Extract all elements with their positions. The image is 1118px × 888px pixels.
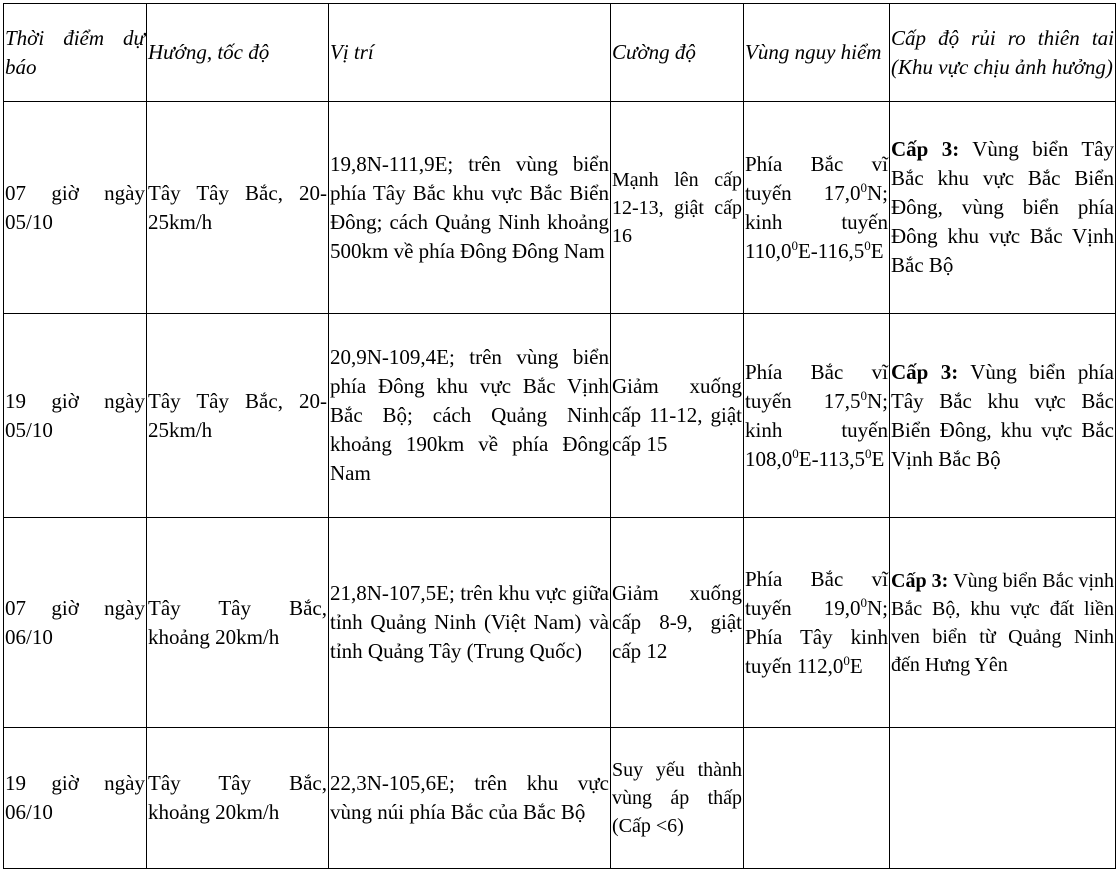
danger-text: N; Phía Tây kinh tuyến 112,0	[745, 595, 888, 678]
cell-intensity: Mạnh lên cấp 12-13, giật cấp 16	[611, 102, 744, 314]
cell-risk	[890, 102, 1116, 314]
cell-time: 19 giờ ngày 05/10	[4, 314, 147, 518]
cell-position: 22,3N-105,6E; trên khu vực vùng núi phía Bắc của Bắc Bộ	[329, 728, 611, 869]
cell-risk	[890, 314, 1116, 518]
cell-intensity: Giảm xuống cấp 11-12, giật cấp 15	[611, 314, 744, 518]
degree-sign: 0	[865, 445, 872, 461]
cell-position: 21,8N-107,5E; trên khu vực giữa tỉnh Quảng Ninh (Việt Nam) và tỉnh Quảng Tây (Trung Quốc)	[329, 518, 611, 728]
danger-text: E-113,5	[798, 446, 866, 471]
header-direction: Hướng, tốc độ	[147, 4, 329, 102]
cell-intensity: Suy yếu thành vùng áp thấp (Cấp <6)	[611, 728, 744, 869]
table-row	[4, 518, 1116, 728]
header-time: Thời điểm dự báo	[4, 4, 147, 102]
degree-sign: 0	[860, 179, 867, 195]
degree-sign: 0	[792, 445, 799, 461]
cell-position: 20,9N-109,4E; trên vùng biển phía Đông khu vực Bắc Vịnh Bắc Bộ; cách Quảng Ninh khoảng 190km về phía Đông Nam	[329, 314, 611, 518]
danger-text: Phía Bắc vĩ tuyến 17,0	[745, 151, 888, 205]
cell-time: 19 giờ ngày 06/10	[4, 728, 147, 869]
cell-risk	[890, 728, 1116, 869]
cell-danger-zone	[744, 728, 890, 869]
header-risk-level: Cấp độ rủi ro thiên tai (Khu vực chịu ảnh hưởng)	[890, 4, 1116, 102]
forecast-table	[3, 3, 1116, 869]
degree-sign: 0	[860, 387, 867, 403]
risk-level: Cấp 3:	[891, 569, 949, 592]
cell-direction: Tây Tây Bắc, 20-25km/h	[147, 102, 329, 314]
danger-text: N; kinh tuyến 108,0	[745, 388, 888, 471]
cell-direction: Tây Tây Bắc, khoảng 20km/h	[147, 518, 329, 728]
risk-area: Vùng biển phía Tây Bắc khu vực Bắc Biển Đông, khu vực Bắc Vịnh Bắc Bộ	[891, 359, 1114, 471]
risk-level: Cấp 3:	[891, 137, 960, 161]
cell-position: 19,8N-111,9E; trên vùng biển phía Tây Bắc khu vực Bắc Biển Đông; cách Quảng Ninh khoảng 500km về phía Đông Đông Nam	[329, 102, 611, 314]
cell-danger-zone	[744, 102, 890, 314]
cell-danger-zone	[744, 518, 890, 728]
table-row	[4, 728, 1116, 869]
cell-time: 07 giờ ngày 05/10	[4, 102, 147, 314]
cell-risk	[890, 518, 1116, 728]
risk-area: Vùng biển Bắc vịnh Bắc Bộ, khu vực đất liền ven biển từ Quảng Ninh đến Hưng Yên	[891, 569, 1115, 676]
degree-sign: 0	[864, 237, 871, 253]
table-row	[4, 102, 1116, 314]
danger-text: Phía Bắc vĩ tuyến 19,0	[745, 566, 888, 620]
cell-direction: Tây Tây Bắc, 20-25km/h	[147, 314, 329, 518]
header-position: Vị trí	[329, 4, 611, 102]
risk-area: Vùng biển Tây Bắc khu vực Bắc Biển Đông, vùng biển phía Đông khu vực Bắc Vịnh Bắc Bộ	[891, 137, 1114, 277]
header-row	[4, 4, 1116, 102]
degree-sign: 0	[843, 652, 850, 668]
danger-text: E	[870, 238, 884, 263]
table-row	[4, 314, 1116, 518]
risk-level: Cấp 3:	[891, 359, 959, 384]
cell-danger-zone	[744, 314, 890, 518]
danger-text: E	[871, 446, 885, 471]
degree-sign: 0	[791, 237, 798, 253]
danger-text: N; kinh tuyến 110,0	[745, 180, 888, 263]
cell-intensity: Giảm xuống cấp 8-9, giật cấp 12	[611, 518, 744, 728]
cell-direction: Tây Tây Bắc, khoảng 20km/h	[147, 728, 329, 869]
danger-text: Phía Bắc vĩ tuyến 17,5	[745, 359, 888, 413]
danger-text: E-116,5	[797, 238, 865, 263]
header-danger-zone: Vùng nguy hiểm	[744, 4, 890, 102]
cell-time: 07 giờ ngày 06/10	[4, 518, 147, 728]
degree-sign: 0	[860, 594, 867, 610]
header-intensity: Cường độ	[611, 4, 744, 102]
danger-text: E	[849, 653, 863, 678]
